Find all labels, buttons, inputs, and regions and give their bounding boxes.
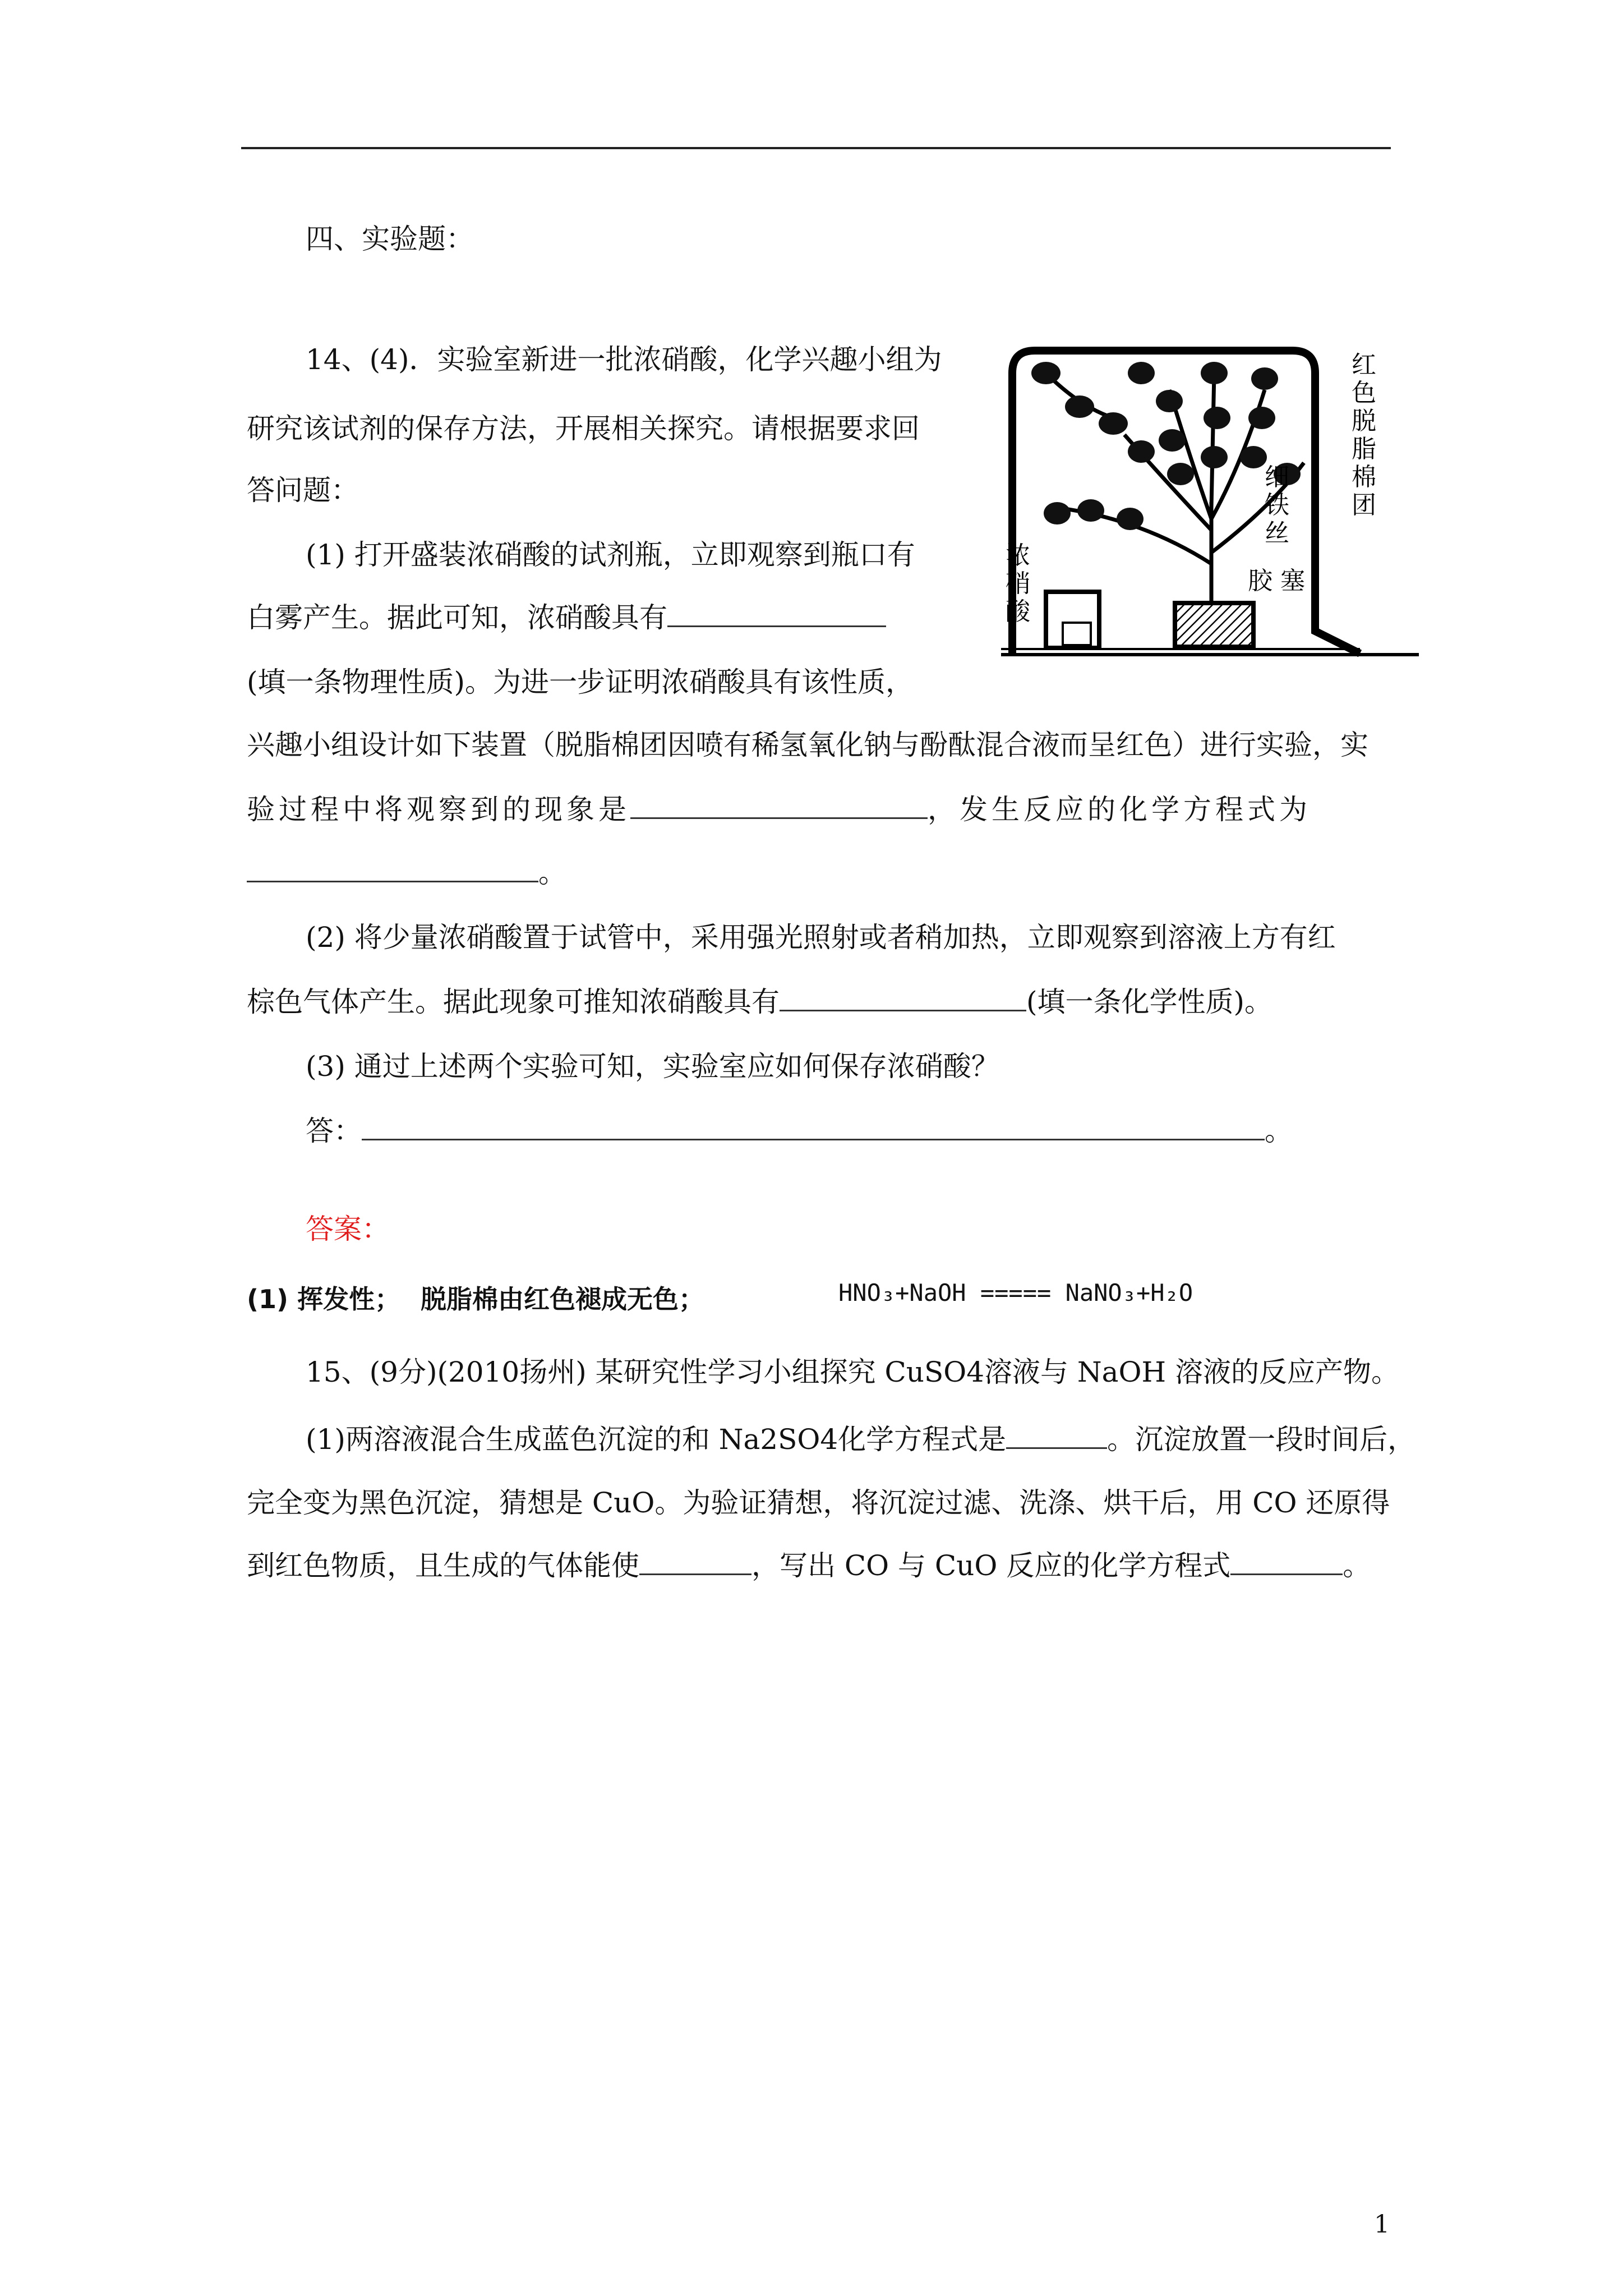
label-wire-1: 细	[1265, 463, 1289, 491]
q14-p3-answer-label: 答：	[306, 1115, 362, 1147]
answer-heading: 答案：	[306, 1213, 390, 1245]
q14-p1-line3: (填一条物理性质)。为进一步证明浓硝酸具有该性质，	[247, 666, 914, 698]
cotton-balls	[1031, 362, 1301, 530]
q15-line4	[247, 1548, 1371, 1583]
label-cotton-1: 红	[1352, 351, 1376, 379]
q14-line2: 研究该试剂的保存方法，开展相关探究。请根据要求回	[247, 412, 920, 445]
page-number: 1	[1374, 2210, 1390, 2239]
q15-line2	[306, 1422, 1415, 1457]
label-acid-1: 浓	[1006, 541, 1030, 570]
label-stopper: 胶 塞	[1248, 567, 1305, 595]
q14-p1-line6	[247, 855, 566, 890]
q14-p1-line5-text-b: ，发生反应的化学方程式为	[928, 793, 1311, 826]
label-wire-2: 铁	[1265, 491, 1289, 519]
label-cotton-5: 棉	[1352, 463, 1376, 491]
q14-line3: 答问题：	[247, 474, 359, 507]
answer-blank[interactable]	[1006, 1423, 1107, 1449]
acid-level	[1063, 623, 1091, 645]
q14-p1-line4: 兴趣小组设计如下装置（脱脂棉团因喷有稀氢氧化钠与酚酞混合液而呈红色）进行实验，实	[247, 729, 1368, 761]
q14-p1-line2	[247, 600, 886, 635]
q14-p2-line2-text-b: (填一条化学性质)。	[1026, 986, 1273, 1018]
q15-line4-text-a: 到红色物质，且生成的气体能使	[247, 1549, 639, 1582]
q14-p3-answer-end: 。	[1265, 1115, 1293, 1147]
q15-line4-text-c: 。	[1343, 1549, 1371, 1582]
q14-p2-line2-text-a: 棕色气体产生。据此现象可推知浓硝酸具有	[247, 986, 780, 1018]
label-acid-2: 硝	[1006, 569, 1030, 598]
q14-p1-line1: (1) 打开盛装浓硝酸的试剂瓶，立即观察到瓶口有	[306, 539, 915, 571]
label-wire-3: 丝	[1265, 519, 1289, 547]
answer-blank[interactable]	[362, 1114, 1265, 1140]
q14-p1-line2-text: 白雾产生。据此可知，浓硝酸具有	[247, 601, 667, 634]
q15-line4-text-b: ，写出 CO 与 CuO 反应的化学方程式	[751, 1549, 1231, 1582]
label-acid-3: 酸	[1006, 597, 1030, 626]
q15-line2-text-a: (1)两溶液混合生成蓝色沉淀的和 Na2SO4化学方程式是	[306, 1423, 1007, 1456]
answer-item3: HNO₃+NaOH ===== NaNO₃+H₂O	[838, 1279, 1193, 1306]
q15-line3: 完全变为黑色沉淀，猜想是 CuO。为验证猜想，将沉淀过滤、洗涤、烘干后，用 CO 还原得	[247, 1487, 1390, 1519]
q14-p1-line5-text-a: 验过程中将观察到的现象是	[247, 793, 630, 826]
label-cotton-3: 脱	[1352, 407, 1376, 435]
answer-blank[interactable]	[667, 601, 886, 627]
q14-p3-answer	[306, 1114, 1293, 1148]
apparatus-diagram	[1001, 339, 1419, 670]
q14-p3-line1: (3) 通过上述两个实验可知，实验室应如何保存浓硝酸？	[306, 1050, 999, 1083]
answer-blank[interactable]	[630, 793, 928, 819]
q14-line1: 14、(4)．实验室新进一批浓硝酸，化学兴趣小组为	[306, 343, 942, 376]
answer-blank[interactable]	[639, 1549, 751, 1575]
q15-line1: 15、(9分)(2010扬州) 某研究性学习小组探究 CuSO4溶液与 NaOH 溶液的反应产物。	[306, 1356, 1399, 1388]
answer-blank[interactable]	[1230, 1549, 1343, 1575]
label-cotton-6: 团	[1352, 491, 1376, 519]
q14-p1-line6-end: 。	[538, 857, 566, 889]
rubber-stopper	[1175, 603, 1253, 647]
q14-p1-line5	[247, 792, 1311, 827]
section-title: 四、实验题：	[306, 223, 474, 255]
label-cotton-2: 色	[1352, 379, 1376, 407]
answer-blank[interactable]	[247, 856, 538, 882]
q14-p2-line2	[247, 984, 1272, 1019]
q15-line2-text-b: 。沉淀放置一段时间后，	[1107, 1423, 1416, 1456]
header-rule	[241, 147, 1391, 149]
answer-item2: 脱脂棉由红色褪成无色；	[421, 1284, 704, 1314]
answer-blank[interactable]	[780, 985, 1026, 1011]
q14-p2-line1: (2) 将少量浓硝酸置于试管中，采用强光照射或者稍加热，立即观察到溶液上方有红	[306, 921, 1336, 954]
label-cotton-4: 脂	[1352, 435, 1376, 463]
answer-item1: (1) 挥发性；	[247, 1284, 401, 1314]
